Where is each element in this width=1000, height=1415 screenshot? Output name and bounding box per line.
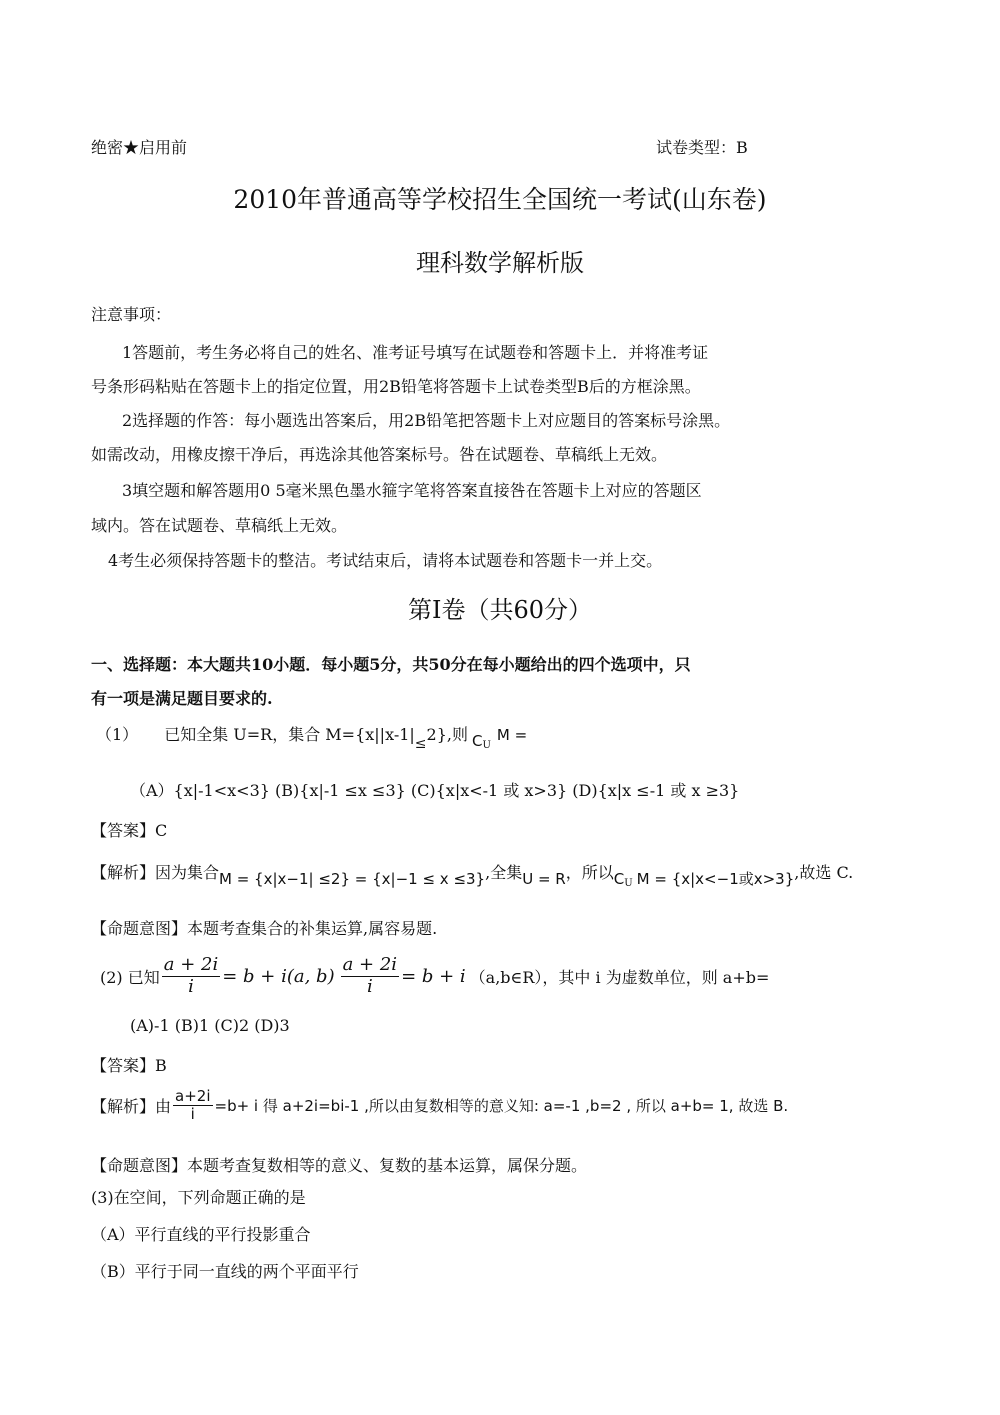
note-line: 域内。答在试题卷、草稿纸上无效。 <box>91 516 348 535</box>
question-1-options: （A）{x|-1<x<3} (B){x|-1 ≤x ≤3} (C){x|x<-1 或 x>3} (D){x|x ≤-1 或 x ≥3} <box>130 781 740 800</box>
fraction-denominator: i <box>190 1105 195 1124</box>
answer: 【答案】B <box>91 1056 167 1075</box>
note-line: 2选择题的作答：每小题选出答案后，用2B铅笔把答题卡上对应题目的答案标号涂黑。 <box>122 411 731 430</box>
complement-symbol: C <box>471 732 483 750</box>
note-line: 1答题前，考生务必将自己的姓名、准考证号填写在试题卷和答题卡上．并将准考证 <box>122 343 709 362</box>
analysis-text: =b+ i 得 a+2i=bi-1 ,所以由复数相等的意义知: a=-1 ,b=2 , 所以 a+b= 1, 故选 B. <box>214 1097 789 1116</box>
question-number: （1） <box>96 725 139 744</box>
header-secret-label: 绝密★启用前 <box>91 138 188 157</box>
analysis-2 <box>91 1088 788 1124</box>
question-3: (3)在空间，下列命题正确的是 <box>91 1188 306 1207</box>
page-title: 2010年普通高等学校招生全国统一考试(山东卷) <box>233 185 767 214</box>
intent-2: 【命题意图】本题考查复数相等的意义、复数的基本运算，属保分题。 <box>91 1156 588 1175</box>
question-prefix: (2) 已知 <box>100 967 160 987</box>
fraction <box>162 955 220 997</box>
analysis-text: ,全集 <box>485 863 523 882</box>
complement-tail: M = <box>496 726 528 744</box>
part-one-instruction: 一、选择题：本大题共10小题．每小题5分，共50分在每小题给出的四个选项中，只 <box>91 655 691 674</box>
notes-heading: 注意事项： <box>91 305 172 324</box>
equation-rhs: = b + i <box>401 965 466 987</box>
section-title: 第Ⅰ卷（共60分） <box>407 596 593 624</box>
question-2 <box>100 955 769 997</box>
fraction-numerator: a + 2i <box>163 954 219 975</box>
question-stem: 已知全集 U=R，集合 M={x||x-1| <box>164 725 415 744</box>
analysis-label: 【解析】因为集合 <box>91 863 220 882</box>
equation-rhs: = b + i(a, b) <box>222 965 335 987</box>
fraction <box>341 955 399 997</box>
part-one-instruction: 有一项是满足题目要求的. <box>91 689 273 708</box>
note-line: 3填空题和解答题用0 5毫米黑色墨水箍字笔将答案直接咎在答题卡上对应的答题区 <box>122 481 702 500</box>
analysis-label: 【解析】由 <box>91 1097 172 1117</box>
answer: 【答案】C <box>91 821 168 840</box>
note-line: 号条形码粘贴在答题卡上的指定位置，用2B铅笔将答题卡上试卷类型B后的方框涂黑。 <box>91 377 701 396</box>
fraction-numerator: a + 2i <box>342 954 398 975</box>
complement-subscript: U <box>482 740 491 751</box>
le-sign: ≤ <box>414 736 427 752</box>
question-suffix: （a,b∈R），其中 i 为虚数单位，则 a+b= <box>469 967 770 987</box>
complement-result: M = {x|x<−1或x>3} <box>636 870 795 888</box>
set-u-expression: U = R <box>522 870 566 888</box>
header-paper-type: 试卷类型：B <box>656 138 748 157</box>
note-line: 如需改动，用橡皮擦干净后，再选涂其他答案标号。咎在试题卷、草稿纸上无效。 <box>91 445 668 464</box>
set-m-expression: M = {x|x−1| ≤2} = {x|−1 ≤ x ≤3} <box>219 870 486 888</box>
question-3-option-a: （A）平行直线的平行投影重合 <box>91 1225 311 1244</box>
note-line: 4考生必须保持答题卡的整洁。考试结束后，请将本试题卷和答题卡一并上交。 <box>108 551 663 570</box>
question-1 <box>96 722 528 752</box>
page-subtitle: 理科数学解析版 <box>416 249 584 277</box>
complement-subscript: U <box>624 878 633 889</box>
fraction-denominator: i <box>366 975 373 997</box>
fraction <box>173 1088 212 1124</box>
question-2-options: (A)-1 (B)1 (C)2 (D)3 <box>130 1016 290 1035</box>
analysis-text: ，所以 <box>565 863 614 882</box>
complement-symbol: C <box>613 870 625 888</box>
fraction-denominator: i <box>188 975 194 997</box>
question-3-option-b: （B）平行于同一直线的两个平面平行 <box>91 1262 359 1281</box>
question-stem-end: 2},则 <box>426 725 468 744</box>
fraction-numerator: a+2i <box>175 1087 211 1105</box>
intent-1: 【命题意图】本题考查集合的补集运算,属容易题. <box>91 919 438 938</box>
analysis-1 <box>91 860 854 889</box>
analysis-end: ,故选 C. <box>794 863 854 882</box>
